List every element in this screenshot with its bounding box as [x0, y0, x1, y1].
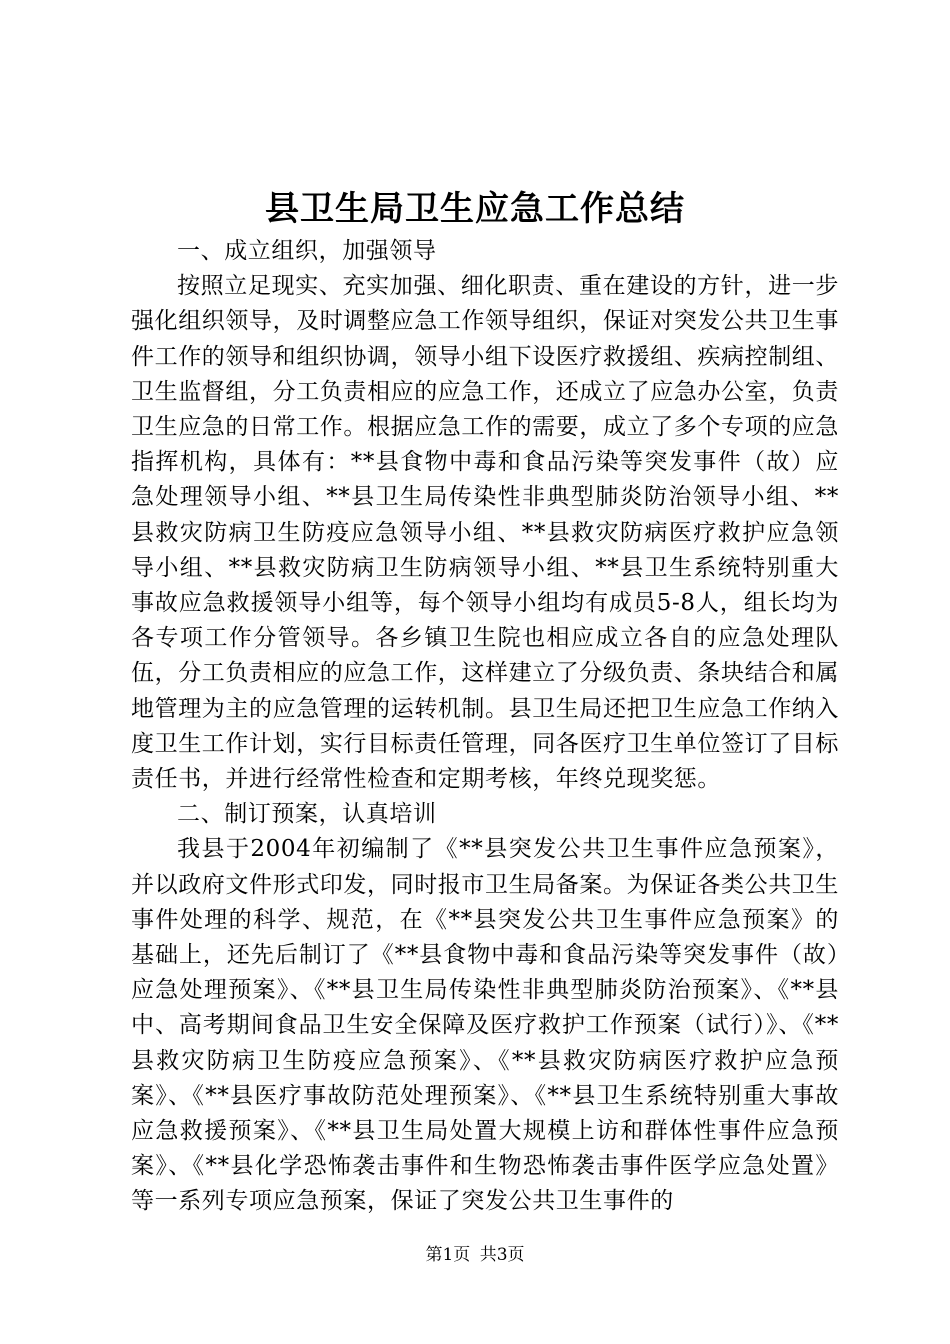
document-body	[131, 234, 839, 1220]
document-title: 县卫生局卫生应急工作总结	[265, 189, 685, 229]
page-total: 共3页	[479, 1245, 525, 1265]
section-paragraph-1: 按照立足现实、充实加强、细化职责、重在建设的方针，进一步强化组织领导，及时调整应急工作领导组织，保证对突发公共卫生事件工作的领导和组织协调，领导小组下设医疗救援组、疾病控制组、卫生监督组，分工负责相应的应急工作，还成立了应急办公室，负责卫生应急的日常工作。根据应急工作的需要，成立了多个专项的应急指挥机构，具体有：**县食物中毒和食品污染等突发事件（故）应急处理领导小组、**县卫生局传染性非典型肺炎防治领导小组、**县救灾防病卫生防疫应急领导小组、**县救灾防病医疗救护应急领导小组、**县救灾防病卫生防病领导小组、**县卫生系统特别重大事故应急救援领导小组等，每个领导小组均有成员5-8人，组长均为各专项工作分管领导。各乡镇卫生院也相应成立各自的应急处理队伍，分工负责相应的应急工作，这样建立了分级负责、条块结合和属地管理为主的应急管理的运转机制。县卫生局还把卫生应急工作纳入度卫生工作计划，实行目标责任管理，同各医疗卫生单位签订了目标责任书，并进行经常性检查和定期考核，年终兑现奖惩。	[131, 273, 839, 793]
section-heading-1: 一、成立组织，加强领导	[177, 238, 437, 264]
section-paragraph-2: 我县于2004年初编制了《**县突发公共卫生事件应急预案》，并以政府文件形式印发，同时报市卫生局备案。为保证各类公共卫生事件处理的科学、规范，在《**县突发公共卫生事件应急预案》的基础上，还先后制订了《**县食物中毒和食品污染等突发事件（故）应急处理预案》、《**县卫生局传染性非典型肺炎防治预案》、《**县中、高考期间食品卫生安全保障及医疗救护工作预案（试行）》、《**县救灾防病卫生防疫应急预案》、《**县救灾防病医疗救护应急预案》、《**县医疗事故防范处理预案》、《**县卫生系统特别重大事故应急救援预案》、《**县卫生局处置大规模上访和群体性事件应急预案》、《**县化学恐怖袭击事件和生物恐怖袭击事件医学应急处置》等一系列专项应急预案，保证了突发公共卫生事件的	[131, 836, 839, 1215]
page-number: 第1页	[425, 1245, 471, 1265]
section-heading-2: 二、制订预案，认真培训	[177, 801, 437, 828]
page-footer	[0, 1243, 950, 1267]
